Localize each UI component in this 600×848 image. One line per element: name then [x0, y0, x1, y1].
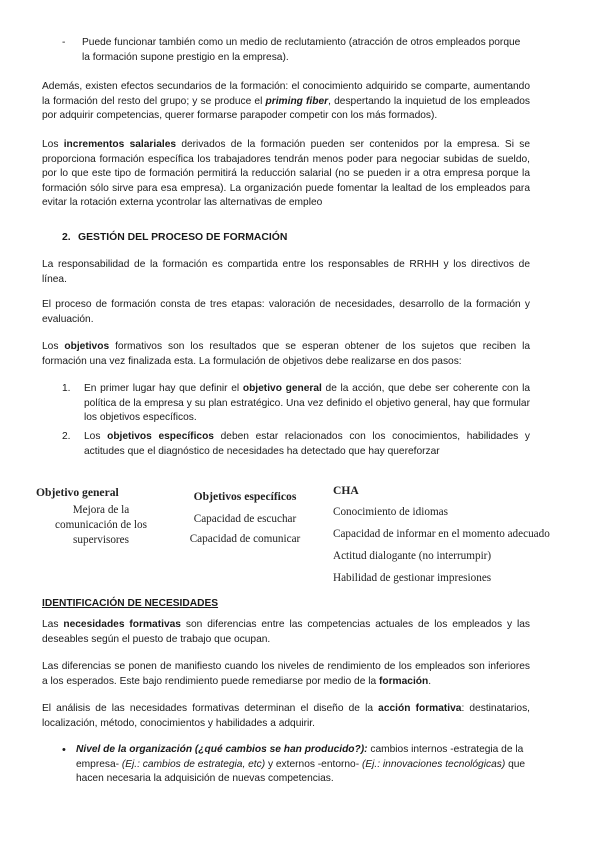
table-cell: comunicación de los: [55, 519, 147, 531]
example-text: (Ej.: cambios de estrategia, etc): [121, 758, 266, 770]
table-cell: Actitud dialogante (no interrumpir): [333, 550, 492, 562]
table-header: Objetivos específicos: [193, 490, 297, 503]
table-cell: supervisores: [73, 534, 129, 546]
list-item-text: En primer lugar hay que definir el objetivo general de la acción, que debe ser coherente con la política de la empresa y su plan estratégico. Una vez definido el objetivo general, hay que formular los objetivos específicos.: [84, 383, 530, 423]
paragraph-responsabilidad: La responsabilidad de la formación es compartida entre los responsables de RRHH y los directivos de línea.: [42, 259, 530, 285]
example-text: (Ej.: innovaciones tecnológicas): [361, 758, 506, 770]
emphasis-term: formación: [378, 675, 429, 687]
table-col-cha: [333, 484, 583, 589]
section-heading: [62, 232, 287, 243]
paragraph-analisis: El análisis de las necesidades formativas determinan el diseño de la acción formativa: destinatarios, localización, método, conocimientos y habilidades a adquirir.: [42, 703, 530, 729]
section-title: GESTIÓN DEL PROCESO DE FORMACIÓN: [78, 232, 288, 243]
table-header: CHA: [333, 484, 359, 497]
emphasis-term: necesidades formativas: [63, 619, 181, 630]
table-col-objetivo-general: [36, 486, 166, 548]
paragraph-efectos: Además, existen efectos secundarios de la formación: el conocimiento adquirido se comparte, aumentando la formación del resto del grupo; y se produce el priming fiber, despertando la inquietud de los empleados por adquirir competencias, querer formarse parapoder competir con los más formados).: [42, 81, 530, 121]
dash-item-text: Puede funcionar también como un medio de reclutamiento (atracción de otros empleados porque la formación supone prestigio en la empresa).: [82, 37, 521, 63]
table-cell: Capacidad de escuchar: [193, 513, 297, 525]
table-cell: Mejora de la: [72, 504, 130, 516]
emphasis-term: acción formativa: [378, 703, 462, 714]
table-cell: Capacidad de comunicar: [189, 533, 301, 545]
table-cell: Habilidad de gestionar impresiones: [333, 572, 492, 584]
bullet-marker: •: [62, 744, 66, 756]
emphasis-term: objetivos: [64, 341, 110, 352]
bullet-label: Nivel de la organización (¿qué cambios se han producido?):: [76, 744, 368, 755]
paragraph-necesidades: Las necesidades formativas son diferencias entre las competencias actuales de los empleados y las deseables según el puesto de trabajo que ocupan.: [42, 619, 531, 645]
paragraph-diferencias: Las diferencias se ponen de manifiesto cuando los niveles de rendimiento de los empleados son inferiores a los esperados. Este bajo rendimiento puede remediarse por medio de la formación.: [42, 661, 530, 687]
table-col-objetivos-especificos: [170, 490, 320, 549]
bullet-text: Nivel de la organización (¿qué cambios se han producido?): cambios internos -estrategia de la empresa- (Ej.: cambios de estrategia, etc) y externos -entorno- (Ej.: innovaciones tecnológicas) que hacen necesaria la adquisición de nuevas competencias.: [76, 744, 526, 784]
paragraph-incrementos: Los incrementos salariales derivados de la formación pueden ser contenidos por la empresa. Si se proporciona formación específica los trabajadores tendrán menos poder para negociar subidas de sueldo, por lo que este tipo de formación permitirá la reducción salarial (no se pueden ir a otra empresa porque la formación sólo sirve para esa empresa). La organización puede fomentar la lealtad de los empleados para evitar la rotación externa ycontrolar las alternativas de empleo: [42, 139, 530, 208]
list-item-text: Los objetivos específicos deben estar relacionados con los conocimientos, habilidades y actitudes que el diagnóstico de necesidades ha detectado que hay quereforzar: [84, 431, 530, 457]
emphasis-term: objetivos específicos: [107, 431, 214, 442]
list-number: 1.: [62, 383, 71, 394]
paragraph-proceso: El proceso de formación consta de tres etapas: valoración de necesidades, desarrollo de la formación y evaluación.: [42, 299, 530, 325]
emphasis-term: priming fiber: [265, 95, 329, 107]
dash-marker: -: [62, 37, 66, 48]
list-number: 2.: [62, 431, 71, 442]
table-cell: Capacidad de informar en el momento adecuado: [333, 528, 550, 540]
paragraph-objetivos: Los objetivos formativos son los resultados que se esperan obtener de los sujetos que reciben la formación una vez finalizada esta. La formulación de objetivos debe realizarse en dos pasos:: [42, 341, 530, 367]
table-header: Objetivo general: [36, 486, 119, 499]
emphasis-term: objetivo general: [242, 383, 322, 394]
emphasis-term: incrementos salariales: [63, 139, 177, 150]
subheading: IDENTIFICACIÓN DE NECESIDADES: [42, 598, 219, 609]
table-cell: Conocimiento de idiomas: [333, 506, 448, 518]
section-number: 2.: [62, 232, 71, 243]
